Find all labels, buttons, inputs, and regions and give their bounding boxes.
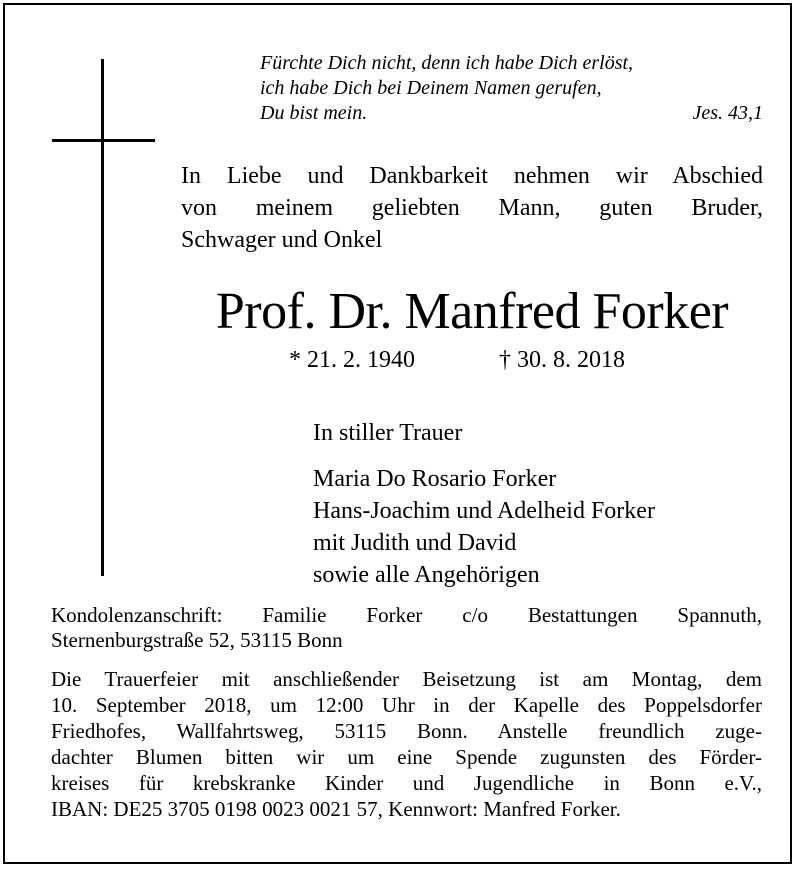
funeral-line: IBAN: DE25 3705 0198 0023 0021 57, Kennwort: Manfred Forker. [51, 797, 621, 821]
intro-line: In Liebe und Dankbarkeit nehmen wir Abschied [181, 163, 763, 189]
verse-line: ich habe Dich bei Deinem Namen gerufen, [260, 77, 602, 99]
verse-last-line [260, 101, 763, 126]
cross-vertical-bar [101, 59, 104, 576]
condolence-line: Sternenburgstraße 52, 53115 Bonn [51, 628, 343, 652]
verse-line: Du bist mein. [260, 102, 368, 124]
verse-line: Fürchte Dich nicht, denn ich habe Dich erlöst, [260, 52, 634, 74]
deceased-name: Prof. Dr. Manfred Forker [215, 283, 729, 340]
death-date: † 30. 8. 2018 [499, 347, 625, 373]
funeral-line: Die Trauerfeier mit anschließender Beisetzung ist am Montag, dem [51, 667, 762, 691]
bible-verse [260, 51, 763, 126]
mourning-block [313, 417, 753, 591]
mourner-name: mit Judith und David [313, 530, 517, 556]
funeral-line: dachter Blumen bitten wir um eine Spende zugunsten des Förder- [51, 745, 762, 769]
funeral-line: 10. September 2018, um 12:00 Uhr in der Kapelle des Poppelsdorfer [51, 693, 762, 717]
mourning-heading: In stiller Trauer [313, 420, 463, 446]
birth-date: * 21. 2. 1940 [289, 347, 415, 373]
mourner-name: Maria Do Rosario Forker [313, 466, 557, 492]
mourner-name: sowie alle Angehörigen [313, 562, 540, 588]
condolence-address [51, 603, 762, 653]
condolence-line: Kondolenzanschrift: Familie Forker c/o Bestattungen Spannuth, [51, 603, 762, 627]
funeral-details [51, 666, 762, 822]
mourner-name: Hans-Joachim und Adelheid Forker [313, 498, 655, 524]
verse-reference: Jes. 43,1 [692, 102, 763, 124]
intro-line: Schwager und Onkel [181, 227, 383, 253]
intro-line: von meinem geliebten Mann, guten Bruder, [181, 195, 763, 221]
cross-horizontal-bar [52, 139, 155, 142]
obituary-notice [3, 3, 792, 864]
farewell-intro [181, 160, 763, 256]
funeral-line: kreises für krebskranke Kinder und Jugendliche in Bonn e.V., [51, 771, 762, 795]
life-dates [289, 345, 669, 375]
funeral-line: Friedhofes, Wallfahrtsweg, 53115 Bonn. Anstelle freundlich zuge- [51, 719, 762, 743]
